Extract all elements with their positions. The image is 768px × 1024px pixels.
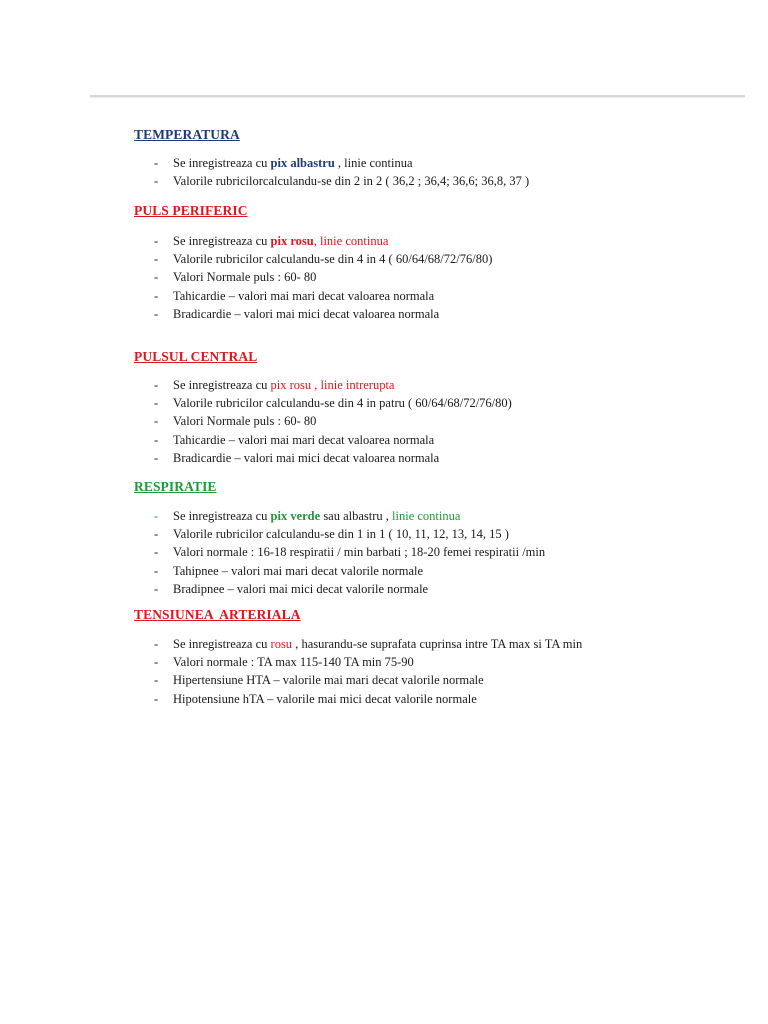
list-item: - Bradipnee – valori mai mici decat valorile normale — [134, 580, 734, 598]
bullet-dash: - — [154, 234, 159, 248]
heading-puls-periferic: PULS PERIFERIC — [134, 203, 248, 218]
list-tensiunea-arteriala — [134, 635, 734, 708]
bullet-dash: - — [154, 563, 159, 578]
list-item: - Valorile rubricilor calculandu-se din 4 in 4 ( 60/64/68/72/76/80) — [134, 250, 734, 268]
bullet-dash: - — [154, 396, 159, 411]
list-item: - Hipertensiune HTA – valorile mai mari decat valorile normale — [134, 671, 734, 689]
bullet-dash: - — [154, 270, 159, 285]
list-item: - Bradicardie – valori mai mici decat valoarea normala — [134, 305, 734, 323]
section-respiratie — [134, 479, 734, 598]
list-temperatura — [134, 154, 734, 190]
list-item: - Hipotensiune hTA – valorile mai mici decat valorile normale — [134, 690, 734, 708]
list-item: - Valorile rubricilor calculandu-se din 4 in patru ( 60/64/68/72/76/80) — [134, 394, 734, 412]
bullet-dash: - — [154, 691, 159, 706]
bullet-dash: - — [154, 655, 159, 670]
list-item: - Se inregistreaza cu rosu , hasurandu-se suprafata cuprinsa intre TA max si TA min — [134, 635, 734, 653]
heading-tensiunea-arteriala: TENSIUNEA ARTERIALA — [134, 607, 301, 622]
bullet-dash: - — [154, 414, 159, 429]
bullet-dash: - — [154, 432, 159, 447]
top-divider — [90, 95, 745, 97]
list-item: - Tahicardie – valori mai mari decat valoarea normala — [134, 287, 734, 305]
list-item: - Valori Normale puls : 60- 80 — [134, 412, 734, 430]
bullet-dash: - — [154, 581, 159, 596]
section-pulsul-central — [134, 349, 734, 467]
section-puls-periferic — [134, 203, 734, 323]
heading-temperatura: TEMPERATURA — [134, 127, 240, 142]
section-temperatura — [134, 127, 734, 190]
list-item: - Se inregistreaza cu pix verde sau albastru , linie continua — [134, 507, 734, 525]
list-item: - Se inregistreaza cu pix albastru , linie continua — [134, 154, 734, 172]
heading-pulsul-central: PULSUL CENTRAL — [134, 349, 258, 364]
bullet-dash: - — [154, 378, 159, 392]
list-item: - Bradicardie – valori mai mici decat valoarea normala — [134, 449, 734, 467]
list-item: - Valori normale : TA max 115-140 TA min 75-90 — [134, 653, 734, 671]
list-pulsul-central — [134, 376, 734, 467]
list-puls-periferic — [134, 232, 734, 323]
list-item: - Tahicardie – valori mai mari decat valoarea normala — [134, 431, 734, 449]
list-item: - Se inregistreaza cu pix rosu, linie continua — [134, 232, 734, 250]
list-respiratie — [134, 507, 734, 598]
bullet-dash: - — [154, 306, 159, 321]
bullet-dash: - — [154, 673, 159, 688]
list-item: - Valori normale : 16-18 respiratii / min barbati ; 18-20 femei respiratii /min — [134, 543, 734, 561]
bullet-dash: - — [154, 637, 159, 651]
heading-respiratie: RESPIRATIE — [134, 479, 217, 494]
section-tensiunea-arteriala — [134, 607, 734, 708]
bullet-dash: - — [154, 156, 159, 170]
list-item: - Valori Normale puls : 60- 80 — [134, 268, 734, 286]
list-item: - Valorile rubricilor calculandu-se din 1 in 1 ( 10, 11, 12, 13, 14, 15 ) — [134, 525, 734, 543]
bullet-dash: - — [154, 174, 159, 189]
list-item: - Tahipnee – valori mai mari decat valorile normale — [134, 562, 734, 580]
list-item: - Se inregistreaza cu pix rosu , linie intrerupta — [134, 376, 734, 394]
bullet-dash: - — [154, 527, 159, 542]
bullet-dash: - — [154, 545, 159, 560]
bullet-dash: - — [154, 252, 159, 267]
bullet-dash: - — [154, 450, 159, 465]
bullet-dash: - — [154, 509, 159, 523]
list-item: - Valorile rubricilorcalculandu-se din 2 in 2 ( 36,2 ; 36,4; 36,6; 36,8, 37 ) — [134, 172, 734, 190]
bullet-dash: - — [154, 288, 159, 303]
